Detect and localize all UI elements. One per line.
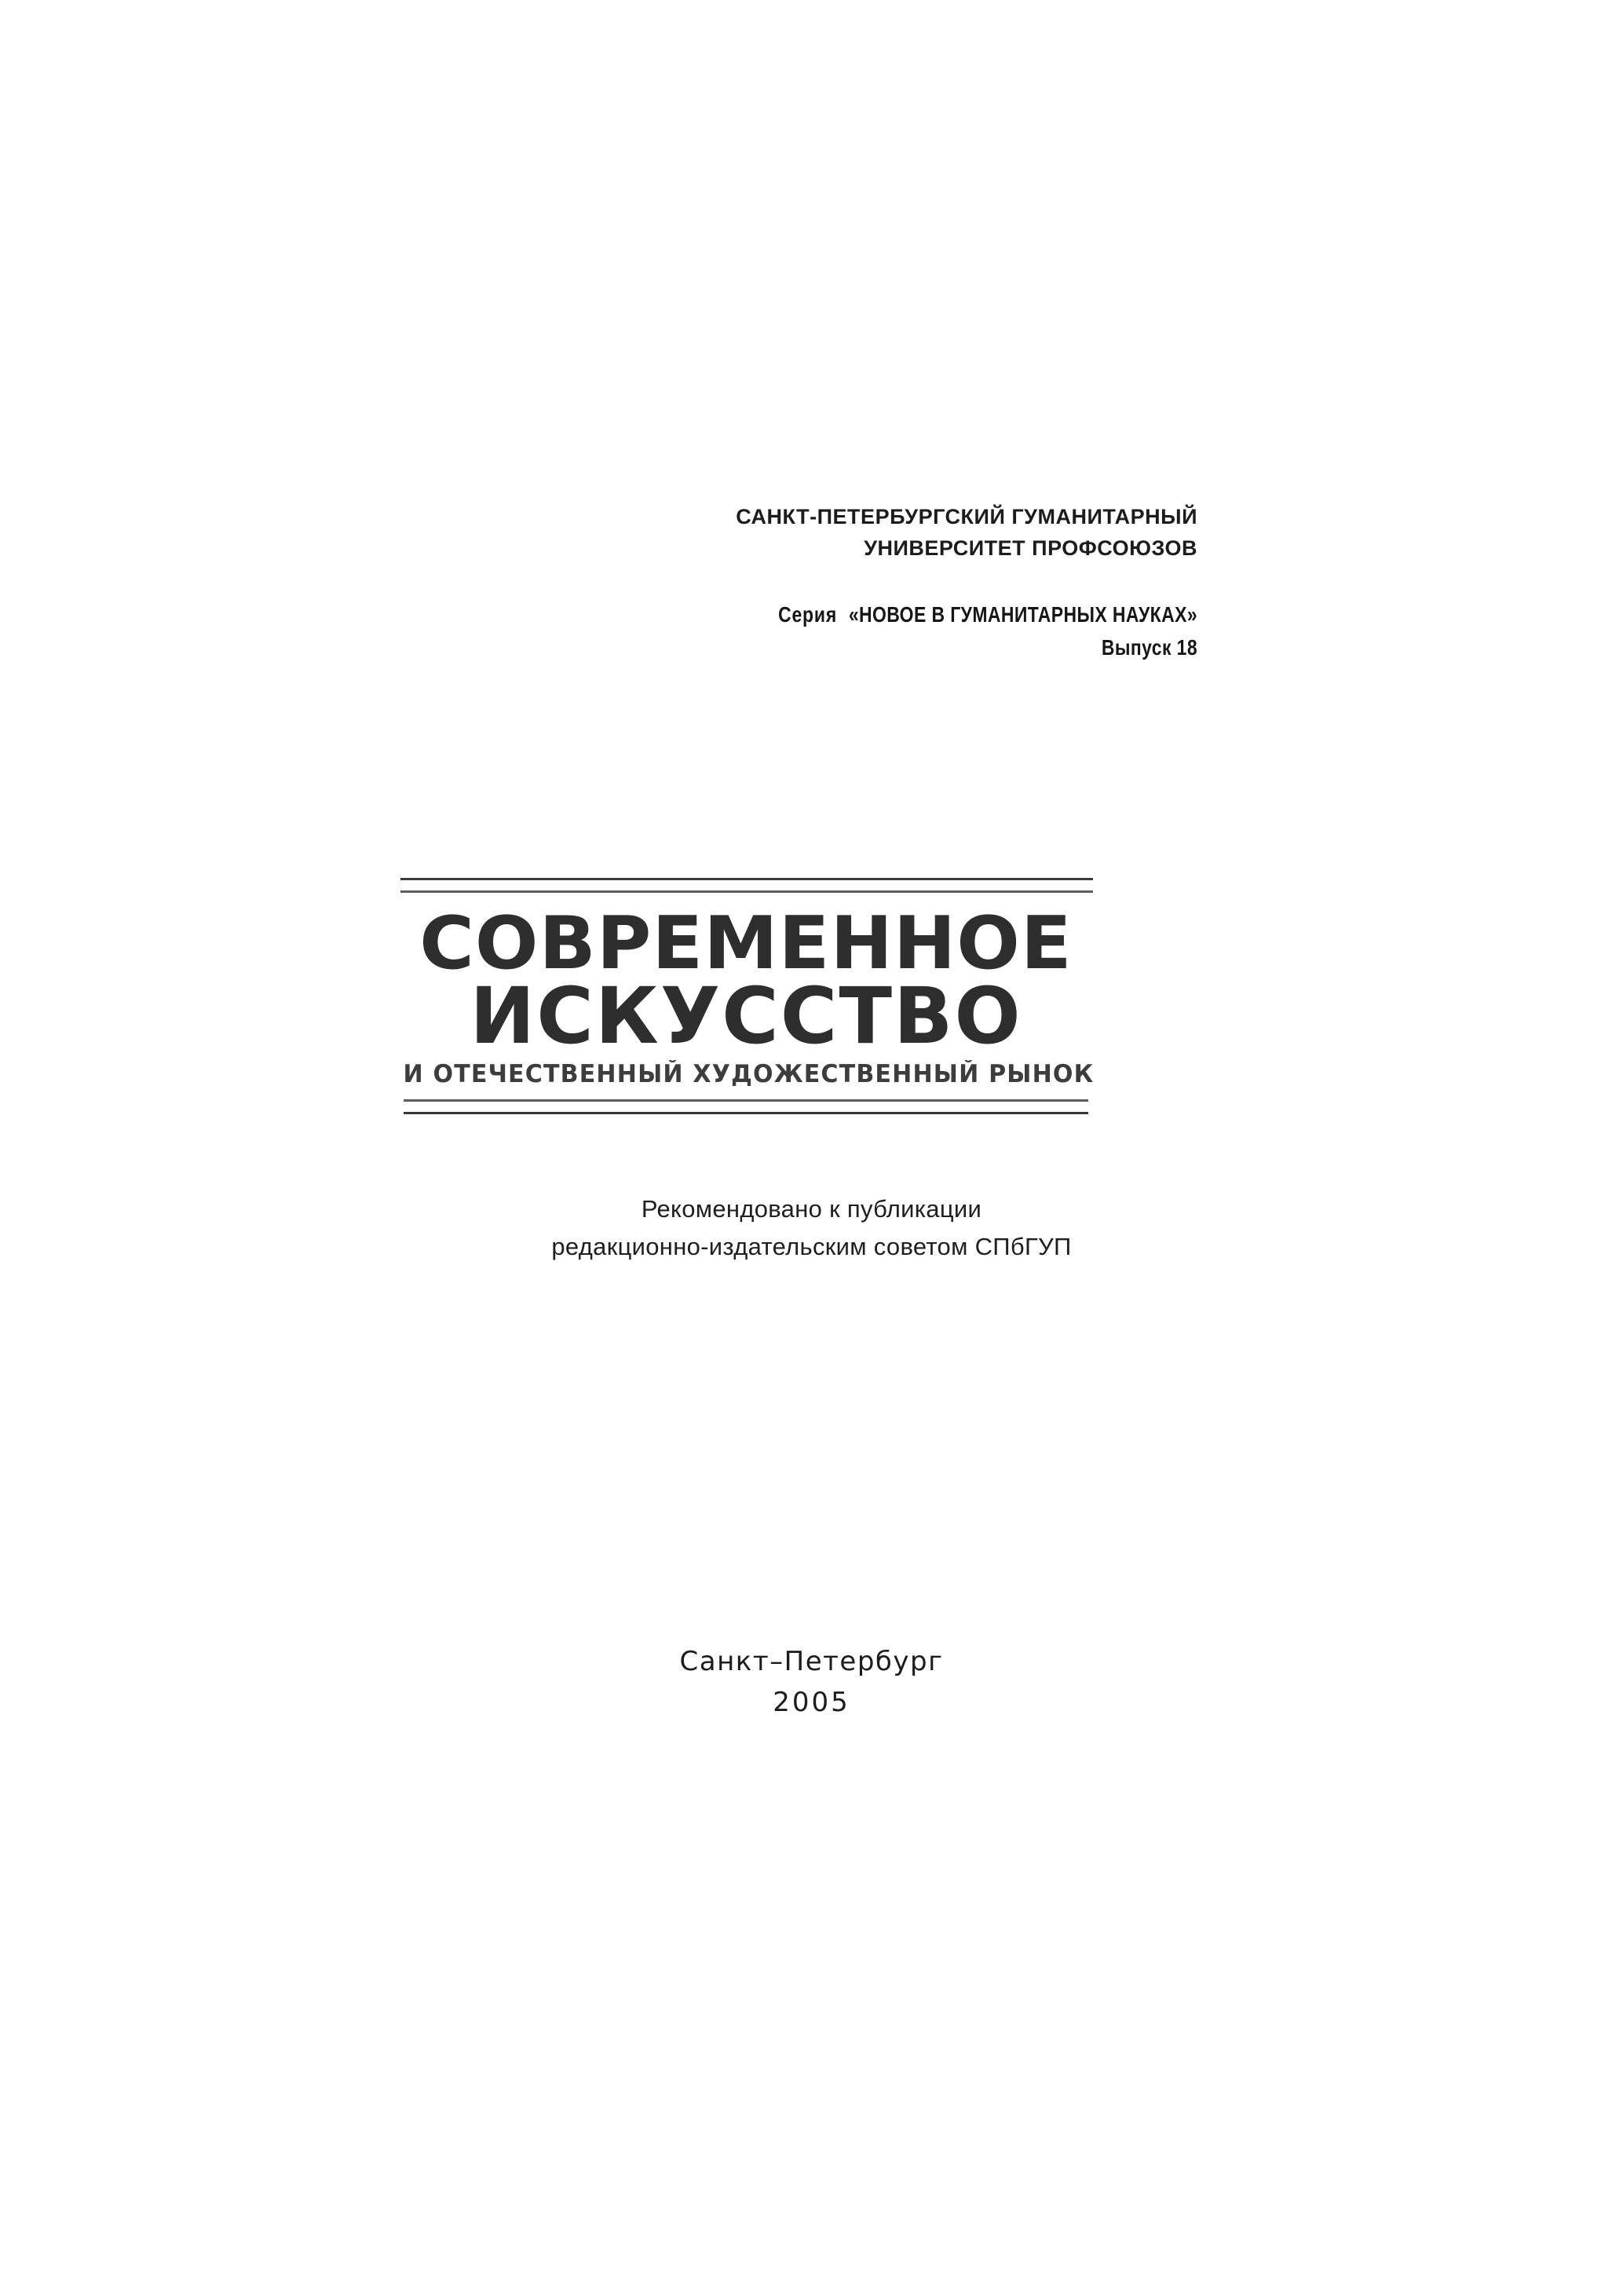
imprint-city: Санкт–Петербург xyxy=(679,1646,944,1677)
series-issue: Выпуск 18 xyxy=(1101,635,1197,660)
imprint-block xyxy=(0,1641,1623,1723)
title-artwork xyxy=(393,878,1099,1114)
decorative-rule-bottom xyxy=(404,1099,1088,1114)
book-title-line-1: СОВРЕМЕННОЕ xyxy=(419,901,1073,985)
publisher-name-line-2: УНИВЕРСИТЕТ ПРОФСОЮЗОВ xyxy=(864,536,1197,560)
series-block xyxy=(0,598,1197,664)
decorative-rule-top xyxy=(400,878,1093,893)
series-name: «НОВОЕ В ГУМАНИТАРНЫХ НАУКАХ» xyxy=(848,602,1197,627)
recommendation-line-2: редакционно-издательским советом СПбГУП xyxy=(551,1233,1072,1260)
publisher-name-line-1: САНКТ-ПЕТЕРБУРГСКИЙ ГУМАНИТАРНЫЙ xyxy=(736,505,1197,528)
publisher-block xyxy=(0,501,1197,664)
recommendation-line-1: Рекомендовано к публикации xyxy=(641,1195,982,1223)
book-title xyxy=(393,901,1099,1062)
book-title-line-2: ИСКУССТВО xyxy=(470,971,1022,1062)
imprint-year: 2005 xyxy=(773,1687,850,1718)
book-subtitle: И ОТЕЧЕСТВЕННЫЙ ХУДОЖЕСТВЕННЫЙ РЫНОК xyxy=(403,1059,1095,1088)
series-title-line xyxy=(216,598,1198,631)
series-label: Серия xyxy=(778,602,838,627)
recommendation-block xyxy=(0,1190,1623,1266)
